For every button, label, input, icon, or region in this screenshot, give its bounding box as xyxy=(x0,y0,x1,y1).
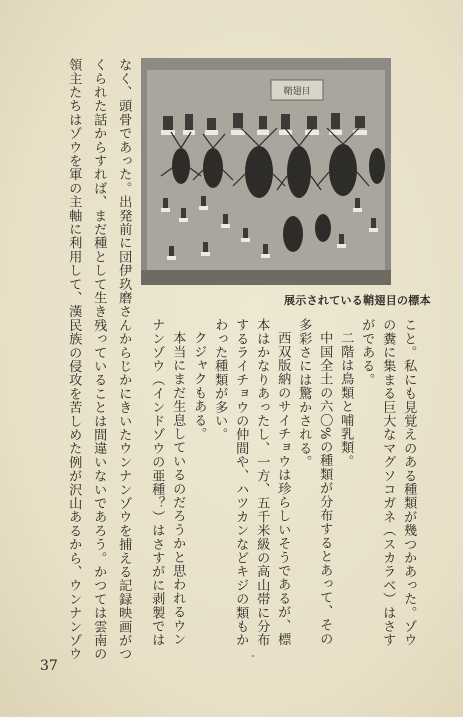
beetle-display-image xyxy=(141,58,391,285)
text-column: なく、頭骨であった。出発前に団伊玖磨さんからじかにきいたウンナンゾウを捕える記録映画がつ xyxy=(116,58,132,661)
text-column: がである。 xyxy=(359,318,375,387)
text-column: 西双版納のサイチョウは珍らしいそうであるが、標 xyxy=(275,331,291,647)
photo-sign-text: 鞘翅目 xyxy=(283,87,311,97)
text-column: の糞に集まる巨大なマグソコガネ（スカラベ）はさす xyxy=(380,318,396,647)
text-column: するライチョウの仲間や、ハツカンなどキジの類もか xyxy=(233,318,249,647)
text-column: ナンゾウ（インドゾウの亜種？）はさすがに剥製では xyxy=(149,318,165,647)
text-column: わった種類が多い。 xyxy=(212,318,228,442)
text-column: 二階は鳥類と哺乳類。 xyxy=(338,331,354,468)
text-column: クジャクもある。 xyxy=(191,331,207,441)
text-column: 本はかなりあったし、一方、五千米級の高山帯に分布 xyxy=(254,318,270,647)
text-column: 領主たちはゾウを軍の主軸に利用して、漢民族の侵攻を苦しめた例が沢山あるから、ウンナンゾウ xyxy=(66,58,82,661)
page-number: 37 xyxy=(40,658,58,674)
photo-caption: 展示されている鞘翅目の標本 xyxy=(284,294,431,307)
paper-speck xyxy=(252,655,254,657)
text-column: くられた話からすれば、まだ種として生き残っていることは間違いないであろう。かつては雲南の xyxy=(91,58,107,661)
text-column: こと。私にも見覚えのある種類が幾つかあった。ゾウ xyxy=(401,318,417,647)
text-column: 本当にまだ生息しているのだろうかと思われるウン xyxy=(170,331,186,647)
text-column: 中国全土の六〇%の種類が分布するとあって、その xyxy=(317,331,333,646)
specimen-photo xyxy=(141,58,391,285)
text-column: 多彩さには驚かされる。 xyxy=(296,318,312,469)
